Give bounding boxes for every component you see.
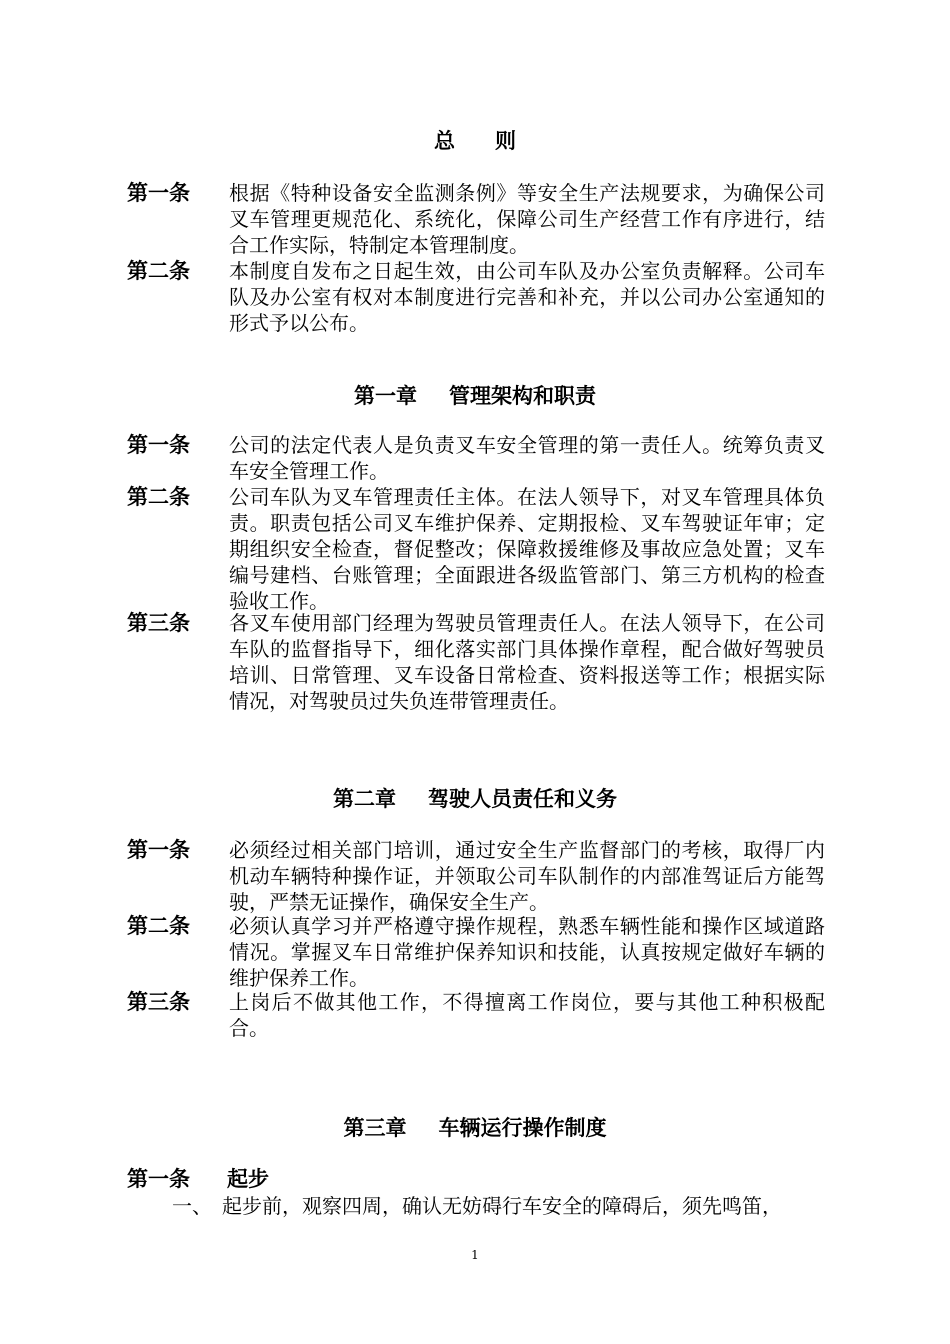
item-number: 一、 xyxy=(172,1194,212,1218)
chapter2-article-1 xyxy=(127,837,827,915)
chapter1-article-3 xyxy=(127,610,827,714)
chapter1-heading xyxy=(0,383,950,409)
article-label: 第一条 xyxy=(127,181,190,205)
chapter3-title: 车辆运行操作制度 xyxy=(438,1116,607,1140)
article-label: 第三条 xyxy=(127,611,190,635)
general-heading xyxy=(0,128,950,154)
chapter1-number: 第一章 xyxy=(354,384,417,408)
article-text: 必须经过相关部门培训，通过安全生产监督部门的考核，取得厂内机动车辆特种操作证，并领取公司车队制作的内部准驾证后方能驾驶，严禁无证操作，确保安全生产。 xyxy=(229,838,825,914)
article-label: 第一条 xyxy=(127,838,190,862)
general-article-2 xyxy=(127,258,827,336)
general-heading-b: 则 xyxy=(495,129,516,153)
chapter2-number: 第二章 xyxy=(333,787,396,811)
article-text: 根据《特种设备安全监测条例》等安全生产法规要求，为确保公司叉车管理更规范化、系统化，保障公司生产经营工作有序进行，结合工作实际，特制定本管理制度。 xyxy=(229,181,825,257)
article-label: 第一条 xyxy=(127,1167,190,1191)
article-text: 本制度自发布之日起生效，由公司车队及办公室负责解释。公司车队及办公室有权对本制度进行完善和补充，并以公司办公室通知的形式予以公布。 xyxy=(229,259,825,335)
general-article-1 xyxy=(127,180,827,258)
chapter3-item-1 xyxy=(172,1193,827,1219)
general-heading-a: 总 xyxy=(434,129,455,153)
article-title: 起步 xyxy=(227,1167,269,1191)
chapter1-article-2 xyxy=(127,484,827,614)
chapter2-heading xyxy=(0,786,950,812)
chapter1-article-1 xyxy=(127,432,827,484)
article-text: 公司的法定代表人是负责叉车安全管理的第一责任人。统筹负责叉车安全管理工作。 xyxy=(229,433,825,483)
page-number: 1 xyxy=(471,1248,479,1262)
chapter2-article-3 xyxy=(127,989,827,1041)
article-label: 第二条 xyxy=(127,259,190,283)
article-text: 上岗后不做其他工作，不得擅离工作岗位，要与其他工种积极配合。 xyxy=(229,990,825,1040)
chapter2-article-2 xyxy=(127,913,827,991)
article-text: 必须认真学习并严格遵守操作规程，熟悉车辆性能和操作区域道路情况。掌握叉车日常维护保养知识和技能，认真按规定做好车辆的维护保养工作。 xyxy=(229,914,825,990)
item-text: 起步前，观察四周，确认无妨碍行车安全的障碍后，须先鸣笛， xyxy=(222,1194,782,1218)
chapter3-number: 第三章 xyxy=(343,1116,407,1140)
article-text: 各叉车使用部门经理为驾驶员管理责任人。在法人领导下，在公司车队的监督指导下，细化落实部门具体操作章程，配合做好驾驶员培训、日常管理、叉车设备日常检查、资料报送等工作；根据实际情况，对驾驶员过失负连带管理责任。 xyxy=(229,611,825,713)
chapter3-heading xyxy=(0,1115,950,1141)
article-label: 第二条 xyxy=(127,485,190,509)
article-text: 公司车队为叉车管理责任主体。在法人领导下，对叉车管理具体负责。职责包括公司叉车维护保养、定期报检、叉车驾驶证年审；定期组织安全检查，督促整改；保障救援维修及事故应急处置；叉车编号建档、台账管理；全面跟进各级监管部门、第三方机构的检查验收工作。 xyxy=(229,485,825,613)
article-label: 第一条 xyxy=(127,433,190,457)
chapter1-title: 管理架构和职责 xyxy=(449,384,596,408)
article-label: 第三条 xyxy=(127,990,190,1014)
article-label: 第二条 xyxy=(127,914,190,938)
chapter2-title: 驾驶人员责任和义务 xyxy=(428,787,617,811)
